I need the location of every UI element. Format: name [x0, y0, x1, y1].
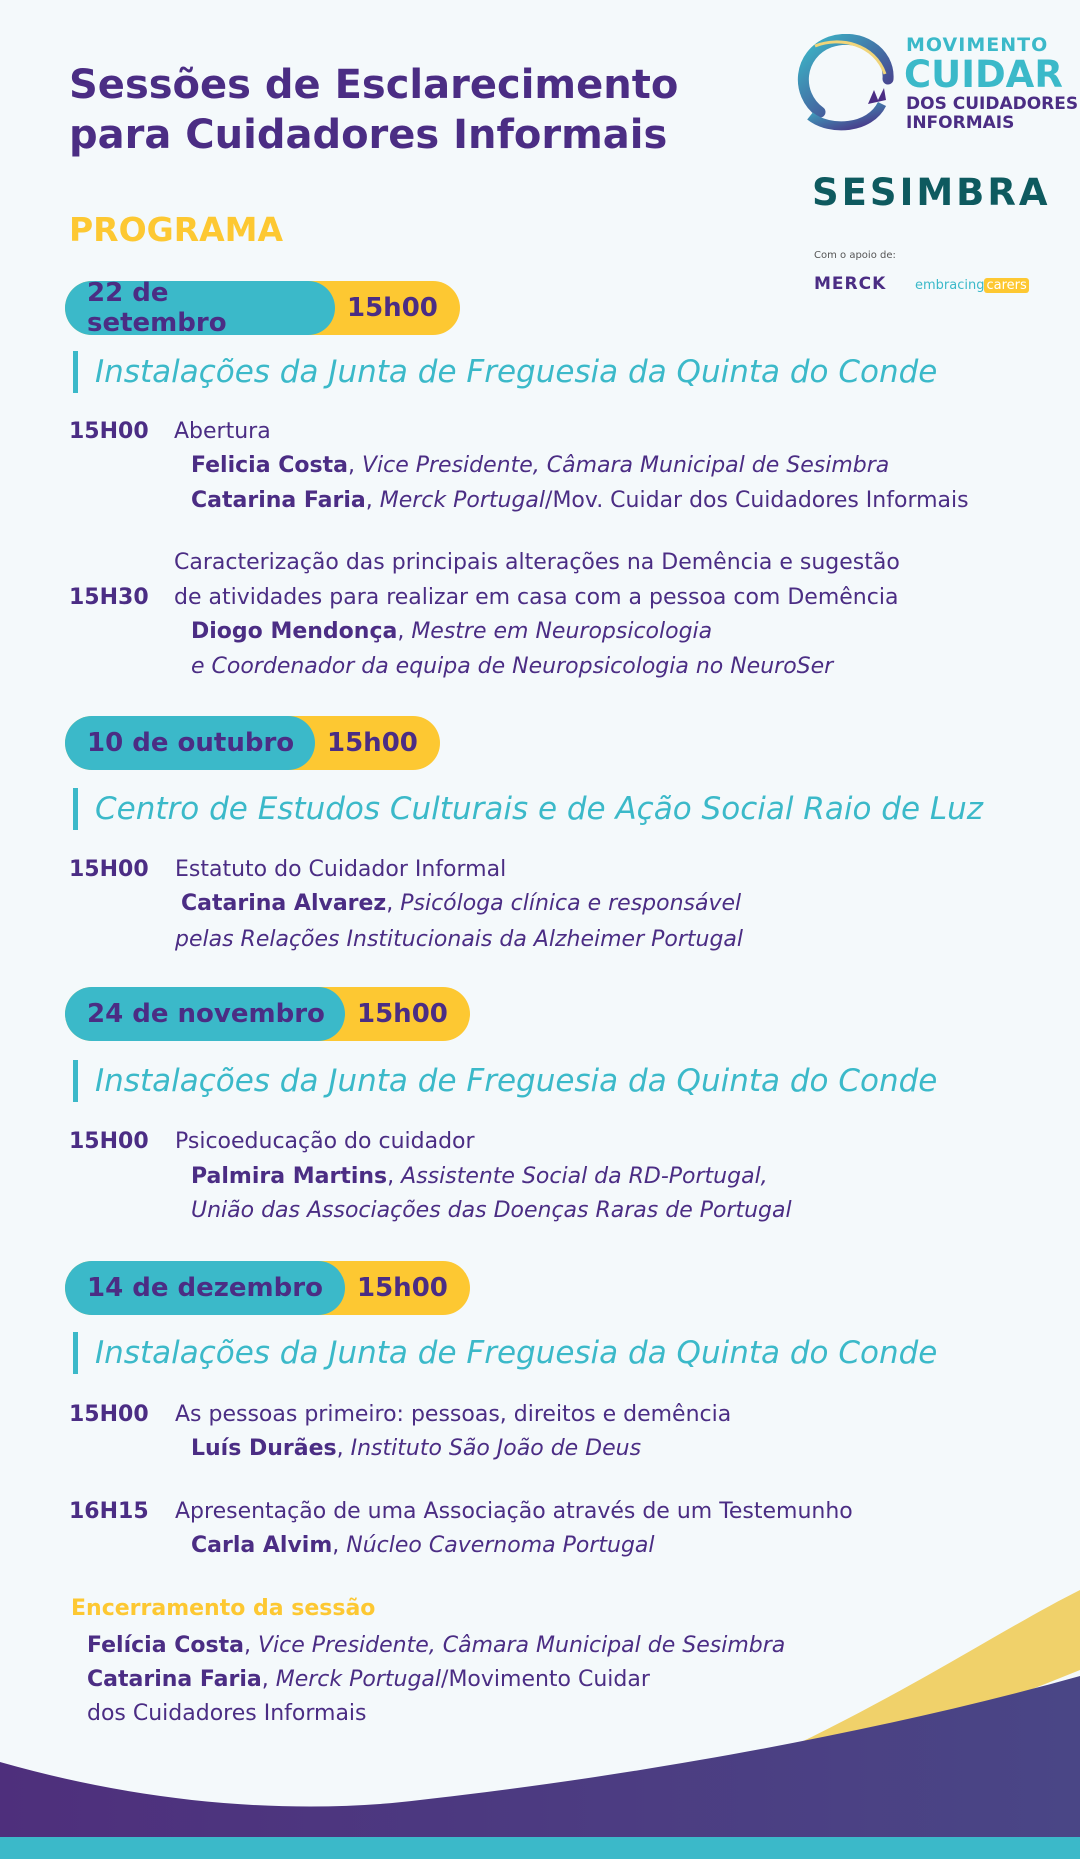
- closing-line: dos Cuidadores Informais: [87, 1701, 367, 1726]
- speaker-role: Assistente Social da RD-Portugal,: [401, 1164, 768, 1189]
- speaker-name: Felicia Costa: [191, 453, 348, 478]
- speaker-line: [191, 453, 889, 479]
- closing-heading: Encerramento da sessão: [71, 1596, 376, 1621]
- session-time: 15h00: [357, 1273, 448, 1303]
- session-4-date-pill: [65, 1261, 470, 1315]
- merck-logo: MERCK: [814, 274, 887, 294]
- speaker-role: pelas Relações Institucionais da Alzheimer Portugal: [175, 927, 744, 952]
- item-hour: 15H00: [69, 419, 149, 444]
- item-title: Caracterização das principais alterações na Demência e sugestão: [174, 550, 900, 575]
- item-hour: 15H00: [69, 1402, 149, 1427]
- logo-informais: INFORMAIS: [906, 113, 1015, 133]
- speaker-role: Vice Presidente, Câmara Municipal de Sesimbra: [361, 453, 890, 478]
- speaker-role: Mestre em Neuropsicologia: [411, 619, 713, 644]
- session-2-date-pill: [65, 716, 440, 770]
- session-date: 22 de setembro: [65, 281, 335, 335]
- item-title: As pessoas primeiro: pessoas, direitos e demência: [175, 1402, 732, 1427]
- item-title: Apresentação de uma Associação através de um Testemunho: [175, 1499, 853, 1524]
- sep: ,: [336, 1436, 351, 1461]
- session-4-location: Instalações da Junta de Freguesia da Quinta do Conde: [73, 1332, 937, 1374]
- session-3-date-pill: [65, 987, 470, 1041]
- logo-movimento: MOVIMENTO: [906, 34, 1049, 56]
- carers-text: carers: [986, 278, 1027, 293]
- sep: ,: [332, 1533, 347, 1558]
- item-hour: 15H30: [69, 585, 149, 610]
- session-date: 10 de outubro: [65, 716, 315, 770]
- logo-cuidar: CUIDAR: [904, 53, 1063, 96]
- speaker-name: Carla Alvim: [191, 1533, 333, 1558]
- item-title-2: de atividades para realizar em casa com a pessoa com Demência: [174, 585, 899, 610]
- speaker-line: [191, 1164, 768, 1190]
- speaker-role: Vice Presidente, Câmara Municipal de Sesimbra: [257, 1633, 786, 1658]
- item-hour: 16H15: [69, 1499, 149, 1524]
- movimento-cuidar-ring-logo-icon: [790, 34, 894, 132]
- speaker-role: e Coordenador da equipa de Neuropsicologia no NeuroSer: [191, 654, 834, 679]
- sep: ,: [243, 1633, 258, 1658]
- speaker-line: [191, 619, 712, 645]
- speaker-line: [175, 927, 743, 953]
- sep: ,: [397, 619, 412, 644]
- speaker-name: Catarina Alvarez: [181, 891, 387, 916]
- speaker-name: Felícia Costa: [87, 1633, 244, 1658]
- speaker-role: Merck Portugal: [275, 1667, 442, 1692]
- item-title: Estatuto do Cuidador Informal: [175, 857, 507, 882]
- session-3-location: Instalações da Junta de Freguesia da Quinta do Conde: [73, 1060, 937, 1102]
- session-2-location: Centro de Estudos Culturais e de Ação Social Raio de Luz: [73, 788, 983, 830]
- embracing-text: embracing: [915, 278, 985, 293]
- item-title: Psicoeducação do cuidador: [175, 1129, 475, 1154]
- sep: ,: [387, 1164, 402, 1189]
- session-date: 14 de dezembro: [65, 1261, 345, 1315]
- speaker-line: [191, 1533, 655, 1559]
- session-time: 15h00: [357, 999, 448, 1029]
- page-title-line1: Sessões de Esclarecimento: [69, 62, 679, 108]
- speaker-name: Palmira Martins: [191, 1164, 388, 1189]
- speaker-role: Instituto São João de Deus: [350, 1436, 642, 1461]
- speaker-role: União das Associações das Doenças Raras de Portugal: [191, 1198, 792, 1223]
- programa-heading: PROGRAMA: [69, 210, 284, 249]
- speaker-name: Catarina Faria: [191, 488, 366, 513]
- speaker-role: Psicóloga clínica e responsável: [400, 891, 742, 916]
- speaker-name: Luís Durães: [191, 1436, 337, 1461]
- bottom-wave-decoration: [0, 1590, 1080, 1859]
- item-hour: 15H00: [69, 1129, 149, 1154]
- speaker-org: /Mov. Cuidar dos Cuidadores Informais: [545, 488, 969, 513]
- speaker-line: [191, 488, 969, 514]
- sep: ,: [365, 488, 380, 513]
- speaker-line: [191, 1436, 641, 1462]
- item-title: Abertura: [174, 419, 271, 444]
- logo-dos-cuidadores: DOS CUIDADORES: [906, 94, 1079, 114]
- sesimbra-logo: SESIMBRA: [812, 171, 1051, 214]
- speaker-role: Merck Portugal: [379, 488, 546, 513]
- session-date: 24 de novembro: [65, 987, 345, 1041]
- speaker-role: Núcleo Cavernoma Portugal: [346, 1533, 655, 1558]
- speaker-line: [191, 654, 833, 680]
- session-time: 15h00: [347, 293, 438, 323]
- session-time: 15h00: [327, 728, 418, 758]
- sep: ,: [386, 891, 401, 916]
- embracing-carers-logo: [915, 278, 1029, 293]
- session-1-date-pill: [65, 278, 460, 338]
- speaker-name: Diogo Mendonça: [191, 619, 398, 644]
- speaker-name: Catarina Faria: [87, 1667, 262, 1692]
- session-1-location: Instalações da Junta de Freguesia da Quinta do Conde: [73, 351, 937, 393]
- speaker-org: /Movimento Cuidar: [441, 1667, 650, 1692]
- apoio-label: Com o apoio de:: [814, 250, 896, 261]
- speaker-line: [181, 891, 741, 917]
- speaker-line: [191, 1198, 792, 1224]
- item-hour: 15H00: [69, 857, 149, 882]
- sep: ,: [347, 453, 362, 478]
- page-title-line2: para Cuidadores Informais: [69, 112, 668, 158]
- sep: ,: [261, 1667, 276, 1692]
